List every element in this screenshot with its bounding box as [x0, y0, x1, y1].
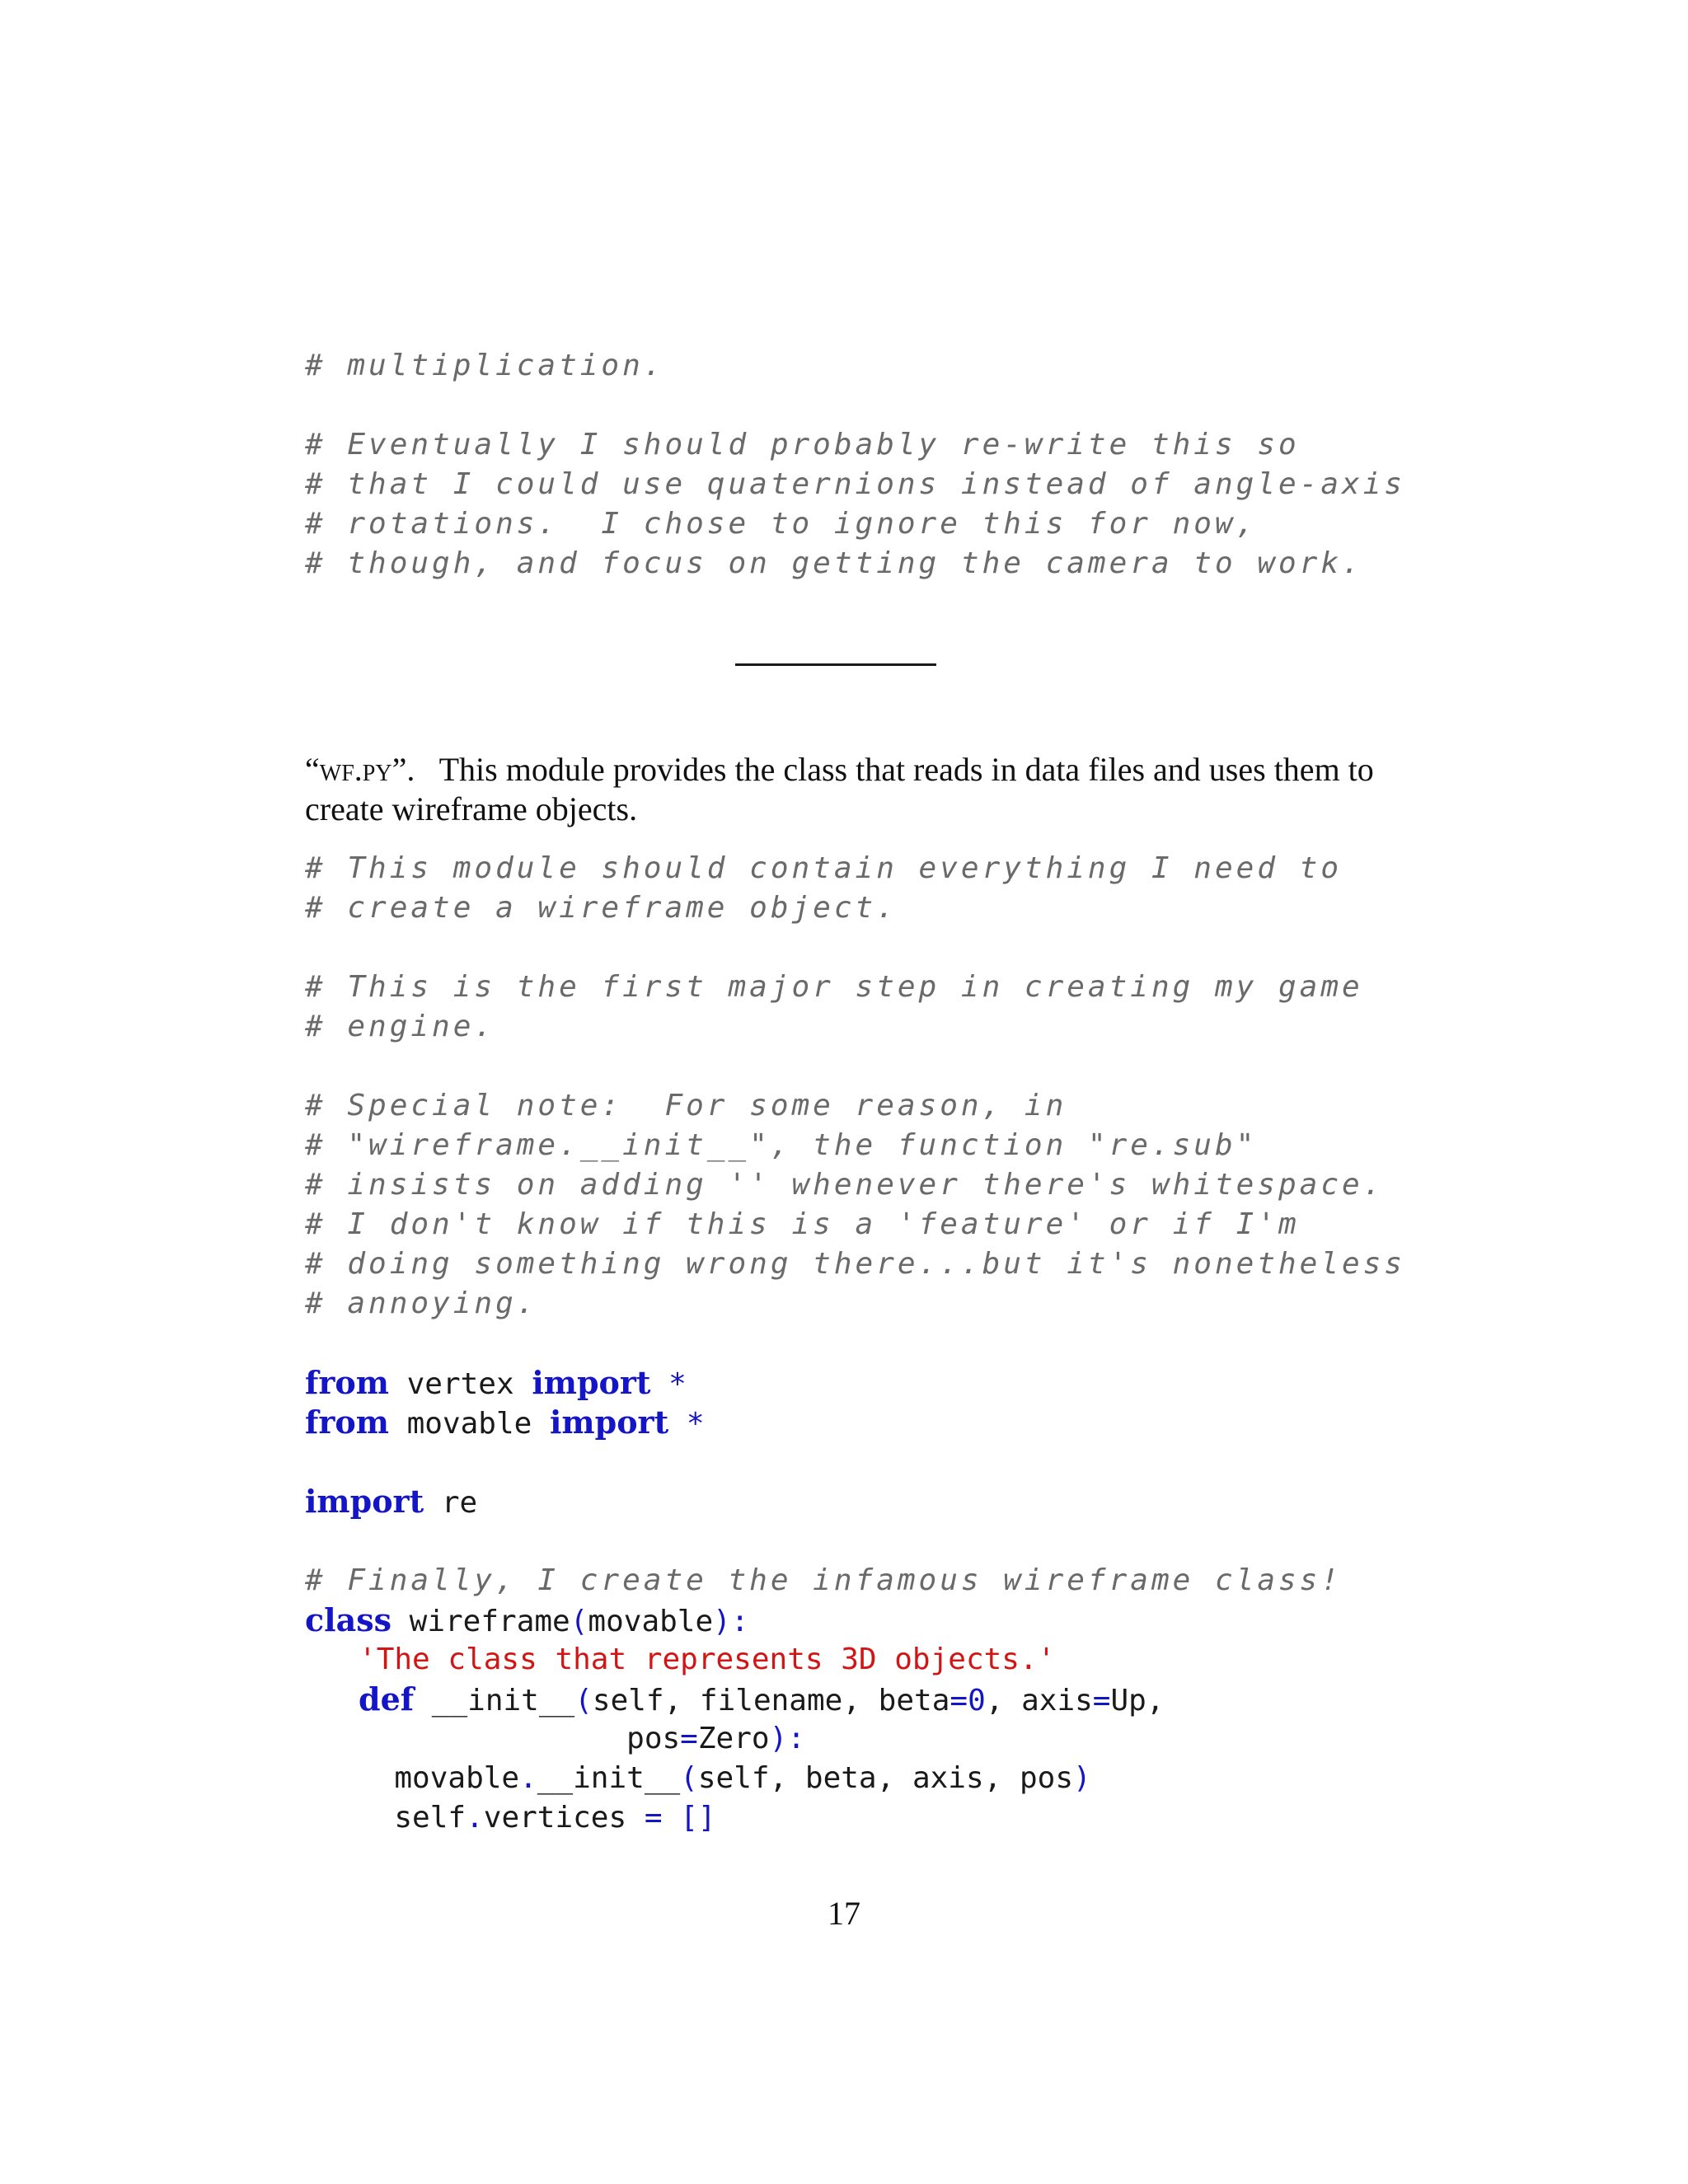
code-blank-line	[305, 1324, 1405, 1363]
code-blank-line	[305, 1047, 1405, 1086]
open-quote: “	[305, 751, 320, 788]
code-comment-line: # This is the first major step in creating my game	[305, 970, 1363, 1004]
close-quote: ”.	[392, 751, 415, 788]
code-import-movable: from movable import *	[305, 1404, 705, 1441]
code-comment-line: # I don't know if this is a 'feature' or if I'm	[305, 1207, 1300, 1241]
code-blank-line	[305, 1521, 1405, 1561]
page-number: 17	[828, 1895, 860, 1932]
code-blank-line	[305, 928, 1405, 968]
code-block-main	[305, 849, 1405, 1838]
code-comment-line: # annoying.	[305, 1286, 538, 1320]
code-vertices-assign: self.vertices = []	[394, 1801, 716, 1835]
code-comment-line: # doing something wrong there...but it's nonetheless	[305, 1247, 1406, 1281]
code-comment-line: # insists on adding '' whenever there's whitespace.	[305, 1168, 1385, 1202]
description-text: This module provides the class that reads in data files and uses them to create wireframe objects.	[305, 751, 1374, 827]
section-divider	[735, 663, 936, 666]
code-comment-line: # Eventually I should probably re-write this so	[305, 428, 1300, 462]
code-comment-line: # rotations. I chose to ignore this for now,	[305, 507, 1258, 541]
code-docstring: 'The class that represents 3D objects.'	[359, 1643, 1056, 1676]
code-comment-line: # Finally, I create the infamous wireframe class!	[305, 1563, 1343, 1597]
code-comment-line: # This module should contain everything I need to	[305, 851, 1343, 885]
code-comment-line: # create a wireframe object.	[305, 891, 898, 925]
code-comment-line: # that I could use quaternions instead of angle-axis	[305, 467, 1406, 501]
code-comment-line: # engine.	[305, 1010, 496, 1043]
code-def-continuation: pos=Zero):	[626, 1722, 805, 1755]
module-description	[305, 750, 1376, 829]
module-name: wf.py	[319, 751, 392, 788]
code-comment-line: # Special note: For some reason, in	[305, 1089, 1067, 1122]
code-import-vertex: from vertex import *	[305, 1364, 687, 1401]
code-def-init: def __init__(self, filename, beta=0, axis=Up,	[359, 1680, 1165, 1718]
code-comment-line: # though, and focus on getting the camera to work.	[305, 546, 1363, 580]
code-block-top	[305, 346, 1405, 583]
code-blank-line	[305, 386, 1405, 425]
code-super-call: movable.__init__(self, beta, axis, pos)	[394, 1761, 1091, 1795]
code-comment-line: # multiplication.	[305, 349, 665, 382]
code-class-definition: class wireframe(movable):	[305, 1601, 749, 1638]
code-import-re: import re	[305, 1483, 478, 1520]
code-comment-line: # "wireframe.__init__", the function "re.sub"	[305, 1128, 1258, 1162]
code-blank-line	[305, 1442, 1405, 1482]
